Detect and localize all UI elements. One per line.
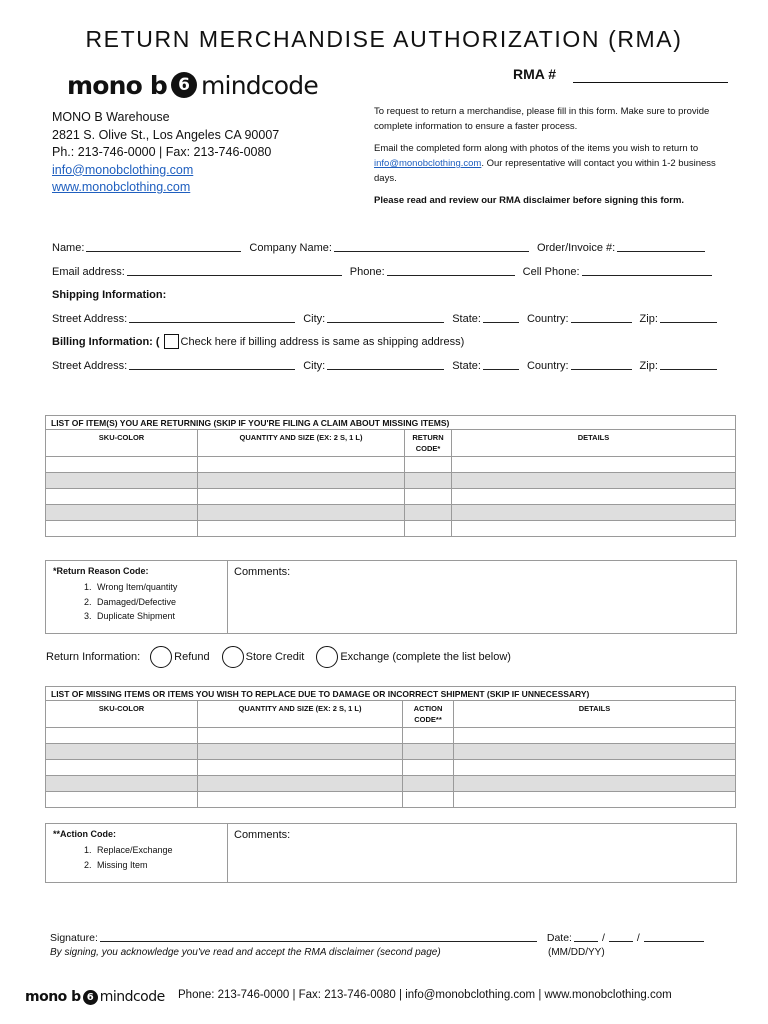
column-header: DETAILS — [452, 430, 736, 457]
table-cell[interactable] — [452, 489, 736, 505]
company-info — [52, 109, 279, 197]
shipping-city-field[interactable] — [327, 311, 444, 323]
billing-street-field[interactable] — [129, 358, 295, 370]
state-label: State: — [452, 360, 481, 372]
table-cell[interactable] — [198, 521, 405, 537]
table-cell[interactable] — [405, 505, 452, 521]
date-separator: / — [601, 932, 605, 944]
table-cell[interactable] — [403, 744, 454, 760]
logo-text-mono-b: mono b — [25, 989, 81, 1005]
column-header: SKU-COLOR — [46, 430, 198, 457]
column-header: SKU-COLOR — [46, 701, 198, 728]
table-cell[interactable] — [46, 744, 198, 760]
returns-table — [45, 415, 736, 537]
company-website-link[interactable]: www.monobclothing.com — [52, 180, 191, 194]
list-item: 2. Damaged/Defective — [94, 595, 227, 610]
table-row — [46, 776, 736, 792]
table-cell[interactable] — [454, 744, 736, 760]
table-cell[interactable] — [46, 489, 198, 505]
table-cell[interactable] — [403, 792, 454, 808]
page-title: RETURN MERCHANDISE AUTHORIZATION (RMA) — [85, 26, 683, 52]
table-cell[interactable] — [454, 728, 736, 744]
intro-text: . Our representative will contact you within 1-2 business days. — [374, 158, 716, 184]
order-invoice-label: Order/Invoice #: — [536, 242, 616, 254]
comments-label: Comments: — [234, 829, 291, 841]
company-name-label: Company Name: — [249, 242, 332, 254]
intro-paragraph-1: To request to return a merchandise, please fill in this form. Make sure to provide complete information to ensure a faster process. — [374, 106, 710, 132]
city-label: City: — [303, 360, 326, 372]
billing-label: Billing Information: ( — [52, 335, 160, 348]
table-cell[interactable] — [46, 521, 198, 537]
table-cell[interactable] — [46, 776, 198, 792]
action-comments-field[interactable] — [228, 824, 736, 882]
logo-text-mindcode: mindcode — [99, 989, 165, 1005]
company-phone-fax: Ph.: 213-746-0000 | Fax: 213-746-0080 — [52, 145, 272, 159]
comments-label: Comments: — [234, 566, 291, 578]
table-cell[interactable] — [403, 728, 454, 744]
list-item: 3. Duplicate Shipment — [94, 609, 227, 624]
table-row — [46, 505, 736, 521]
street-address-label: Street Address: — [52, 360, 128, 372]
rma-number-label: RMA # — [513, 66, 557, 82]
returns-table-caption: LIST OF ITEM(S) YOU ARE RETURNING (SKIP IF YOU'RE FILING A CLAIM ABOUT MISSING ITEMS) — [46, 416, 736, 430]
shipping-country-field[interactable] — [571, 311, 632, 323]
rma-number-field[interactable] — [573, 82, 728, 83]
cell-phone-field[interactable] — [582, 264, 712, 276]
return-information — [46, 646, 511, 668]
list-item: 1. Replace/Exchange — [94, 843, 227, 858]
email-field[interactable] — [127, 264, 342, 276]
order-invoice-field[interactable] — [617, 240, 705, 252]
table-cell[interactable] — [403, 760, 454, 776]
column-header: QUANTITY AND SIZE (EX: 2 S, 1 L) — [198, 430, 405, 457]
store-credit-label: Store Credit — [245, 651, 305, 663]
table-cell[interactable] — [198, 760, 403, 776]
company-address: 2821 S. Olive St., Los Angeles CA 90007 — [52, 127, 280, 142]
table-cell[interactable] — [198, 744, 403, 760]
action-codes — [46, 824, 228, 882]
intro-disclaimer-note: Please read and review our RMA disclaimer before signing this form. — [374, 195, 685, 206]
action-code-box — [45, 823, 737, 883]
signature-row — [50, 931, 730, 944]
table-row — [46, 489, 736, 505]
company-name-field[interactable] — [334, 240, 529, 252]
table-cell[interactable] — [198, 776, 403, 792]
table-cell[interactable] — [46, 457, 198, 473]
brand-logo — [67, 68, 318, 102]
phone-field[interactable] — [387, 264, 515, 276]
table-cell[interactable] — [405, 457, 452, 473]
table-cell[interactable] — [198, 505, 405, 521]
email-label: Email address: — [52, 266, 125, 278]
company-name: MONO B Warehouse — [52, 110, 170, 124]
table-cell[interactable] — [452, 505, 736, 521]
return-info-label: Return Information: — [46, 651, 141, 663]
date-year-field[interactable] — [644, 931, 704, 942]
street-address-label: Street Address: — [52, 313, 128, 325]
shipping-zip-field[interactable] — [660, 311, 717, 323]
billing-country-field[interactable] — [571, 358, 632, 370]
table-row — [46, 792, 736, 808]
exchange-radio[interactable] — [316, 646, 338, 668]
signature-label: Signature: — [50, 932, 98, 944]
table-cell[interactable] — [46, 505, 198, 521]
billing-checkbox-label: Check here if billing address is same as shipping address) — [180, 335, 465, 348]
table-cell[interactable] — [452, 473, 736, 489]
logo-disc-icon: 6 — [171, 72, 197, 98]
list-item: 1. Wrong Item/quantity — [94, 580, 227, 595]
column-header: ACTION CODE** — [403, 701, 454, 728]
table-cell[interactable] — [198, 473, 405, 489]
return-reason-title: *Return Reason Code: — [53, 566, 149, 576]
zip-label: Zip: — [639, 360, 658, 372]
table-cell[interactable] — [198, 489, 405, 505]
name-field[interactable] — [86, 240, 241, 252]
table-row — [46, 728, 736, 744]
date-month-field[interactable] — [574, 931, 598, 942]
return-comments-field[interactable] — [228, 561, 736, 633]
table-cell[interactable] — [405, 489, 452, 505]
action-code-title: **Action Code: — [53, 829, 116, 839]
column-header: RETURN CODE* — [405, 430, 452, 457]
table-cell[interactable] — [454, 760, 736, 776]
date-separator: / — [636, 932, 640, 944]
company-email-link[interactable]: info@monobclothing.com — [52, 162, 194, 177]
intro-paragraph-2 — [374, 141, 719, 186]
intro-text: Email the completed form along with photos of the items you wish to return to — [374, 143, 699, 154]
exchange-label: Exchange (complete the list below) — [340, 651, 511, 663]
table-cell[interactable] — [452, 521, 736, 537]
name-label: Name: — [52, 242, 85, 254]
table-cell[interactable] — [405, 473, 452, 489]
billing-zip-field[interactable] — [660, 358, 717, 370]
refund-radio[interactable] — [150, 646, 172, 668]
return-reason-box — [45, 560, 737, 634]
billing-address-row — [52, 358, 732, 372]
table-cell[interactable] — [198, 457, 405, 473]
zip-label: Zip: — [639, 313, 658, 325]
column-header: DETAILS — [454, 701, 736, 728]
phone-label: Phone: — [349, 266, 385, 278]
city-label: City: — [303, 313, 326, 325]
shipping-street-field[interactable] — [129, 311, 295, 323]
table-cell[interactable] — [405, 521, 452, 537]
table-row — [46, 473, 736, 489]
table-cell[interactable] — [46, 760, 198, 776]
list-item: 2. Missing Item — [94, 858, 227, 873]
store-credit-radio[interactable] — [222, 646, 244, 668]
logo-text-mindcode: mindcode — [201, 70, 318, 100]
return-reason-codes — [46, 561, 228, 633]
billing-info-heading — [52, 334, 464, 349]
table-cell[interactable] — [454, 792, 736, 808]
country-label: Country: — [526, 360, 569, 372]
table-cell[interactable] — [403, 776, 454, 792]
signature-field[interactable] — [100, 931, 537, 942]
table-row — [46, 521, 736, 537]
same-as-shipping-checkbox[interactable] — [164, 334, 179, 349]
table-cell[interactable] — [46, 792, 198, 808]
table-cell[interactable] — [198, 728, 403, 744]
intro-instructions — [374, 104, 719, 215]
table-row — [46, 744, 736, 760]
logo-text-mono-b: mono b — [67, 70, 167, 100]
missing-items-table — [45, 686, 736, 808]
date-label: Date: — [546, 932, 572, 944]
column-header: QUANTITY AND SIZE (EX: 2 S, 1 L) — [198, 701, 403, 728]
shipping-info-heading: Shipping Information: — [52, 289, 167, 301]
table-row — [46, 457, 736, 473]
refund-label: Refund — [174, 651, 210, 663]
date-day-field[interactable] — [609, 931, 633, 942]
country-label: Country: — [526, 313, 569, 325]
contact-row-2 — [52, 264, 732, 278]
intro-email-link[interactable]: info@monobclothing.com — [374, 158, 482, 169]
cell-phone-label: Cell Phone: — [522, 266, 580, 278]
shipping-address-row — [52, 311, 732, 325]
table-cell[interactable] — [452, 457, 736, 473]
state-label: State: — [452, 313, 481, 325]
shipping-state-field[interactable] — [483, 311, 519, 323]
signature-disclaimer-note: By signing, you acknowledge you've read and accept the RMA disclaimer (second page) — [50, 947, 441, 958]
contact-row-1 — [52, 240, 732, 254]
logo-disc-icon: 6 — [83, 990, 98, 1005]
table-cell[interactable] — [46, 728, 198, 744]
table-cell[interactable] — [198, 792, 403, 808]
billing-state-field[interactable] — [483, 358, 519, 370]
table-cell[interactable] — [454, 776, 736, 792]
table-cell[interactable] — [46, 473, 198, 489]
billing-city-field[interactable] — [327, 358, 444, 370]
footer-logo — [25, 987, 165, 1007]
footer-contact: Phone: 213-746-0000 | Fax: 213-746-0080 | info@monobclothing.com | www.monobclothing.com — [178, 989, 672, 1001]
date-format-hint: (MM/DD/YY) — [548, 947, 605, 958]
missing-table-caption: LIST OF MISSING ITEMS OR ITEMS YOU WISH TO REPLACE DUE TO DAMAGE OR INCORRECT SHIPMENT (SKIP IF UNNECESSARY) — [46, 687, 736, 701]
table-row — [46, 760, 736, 776]
